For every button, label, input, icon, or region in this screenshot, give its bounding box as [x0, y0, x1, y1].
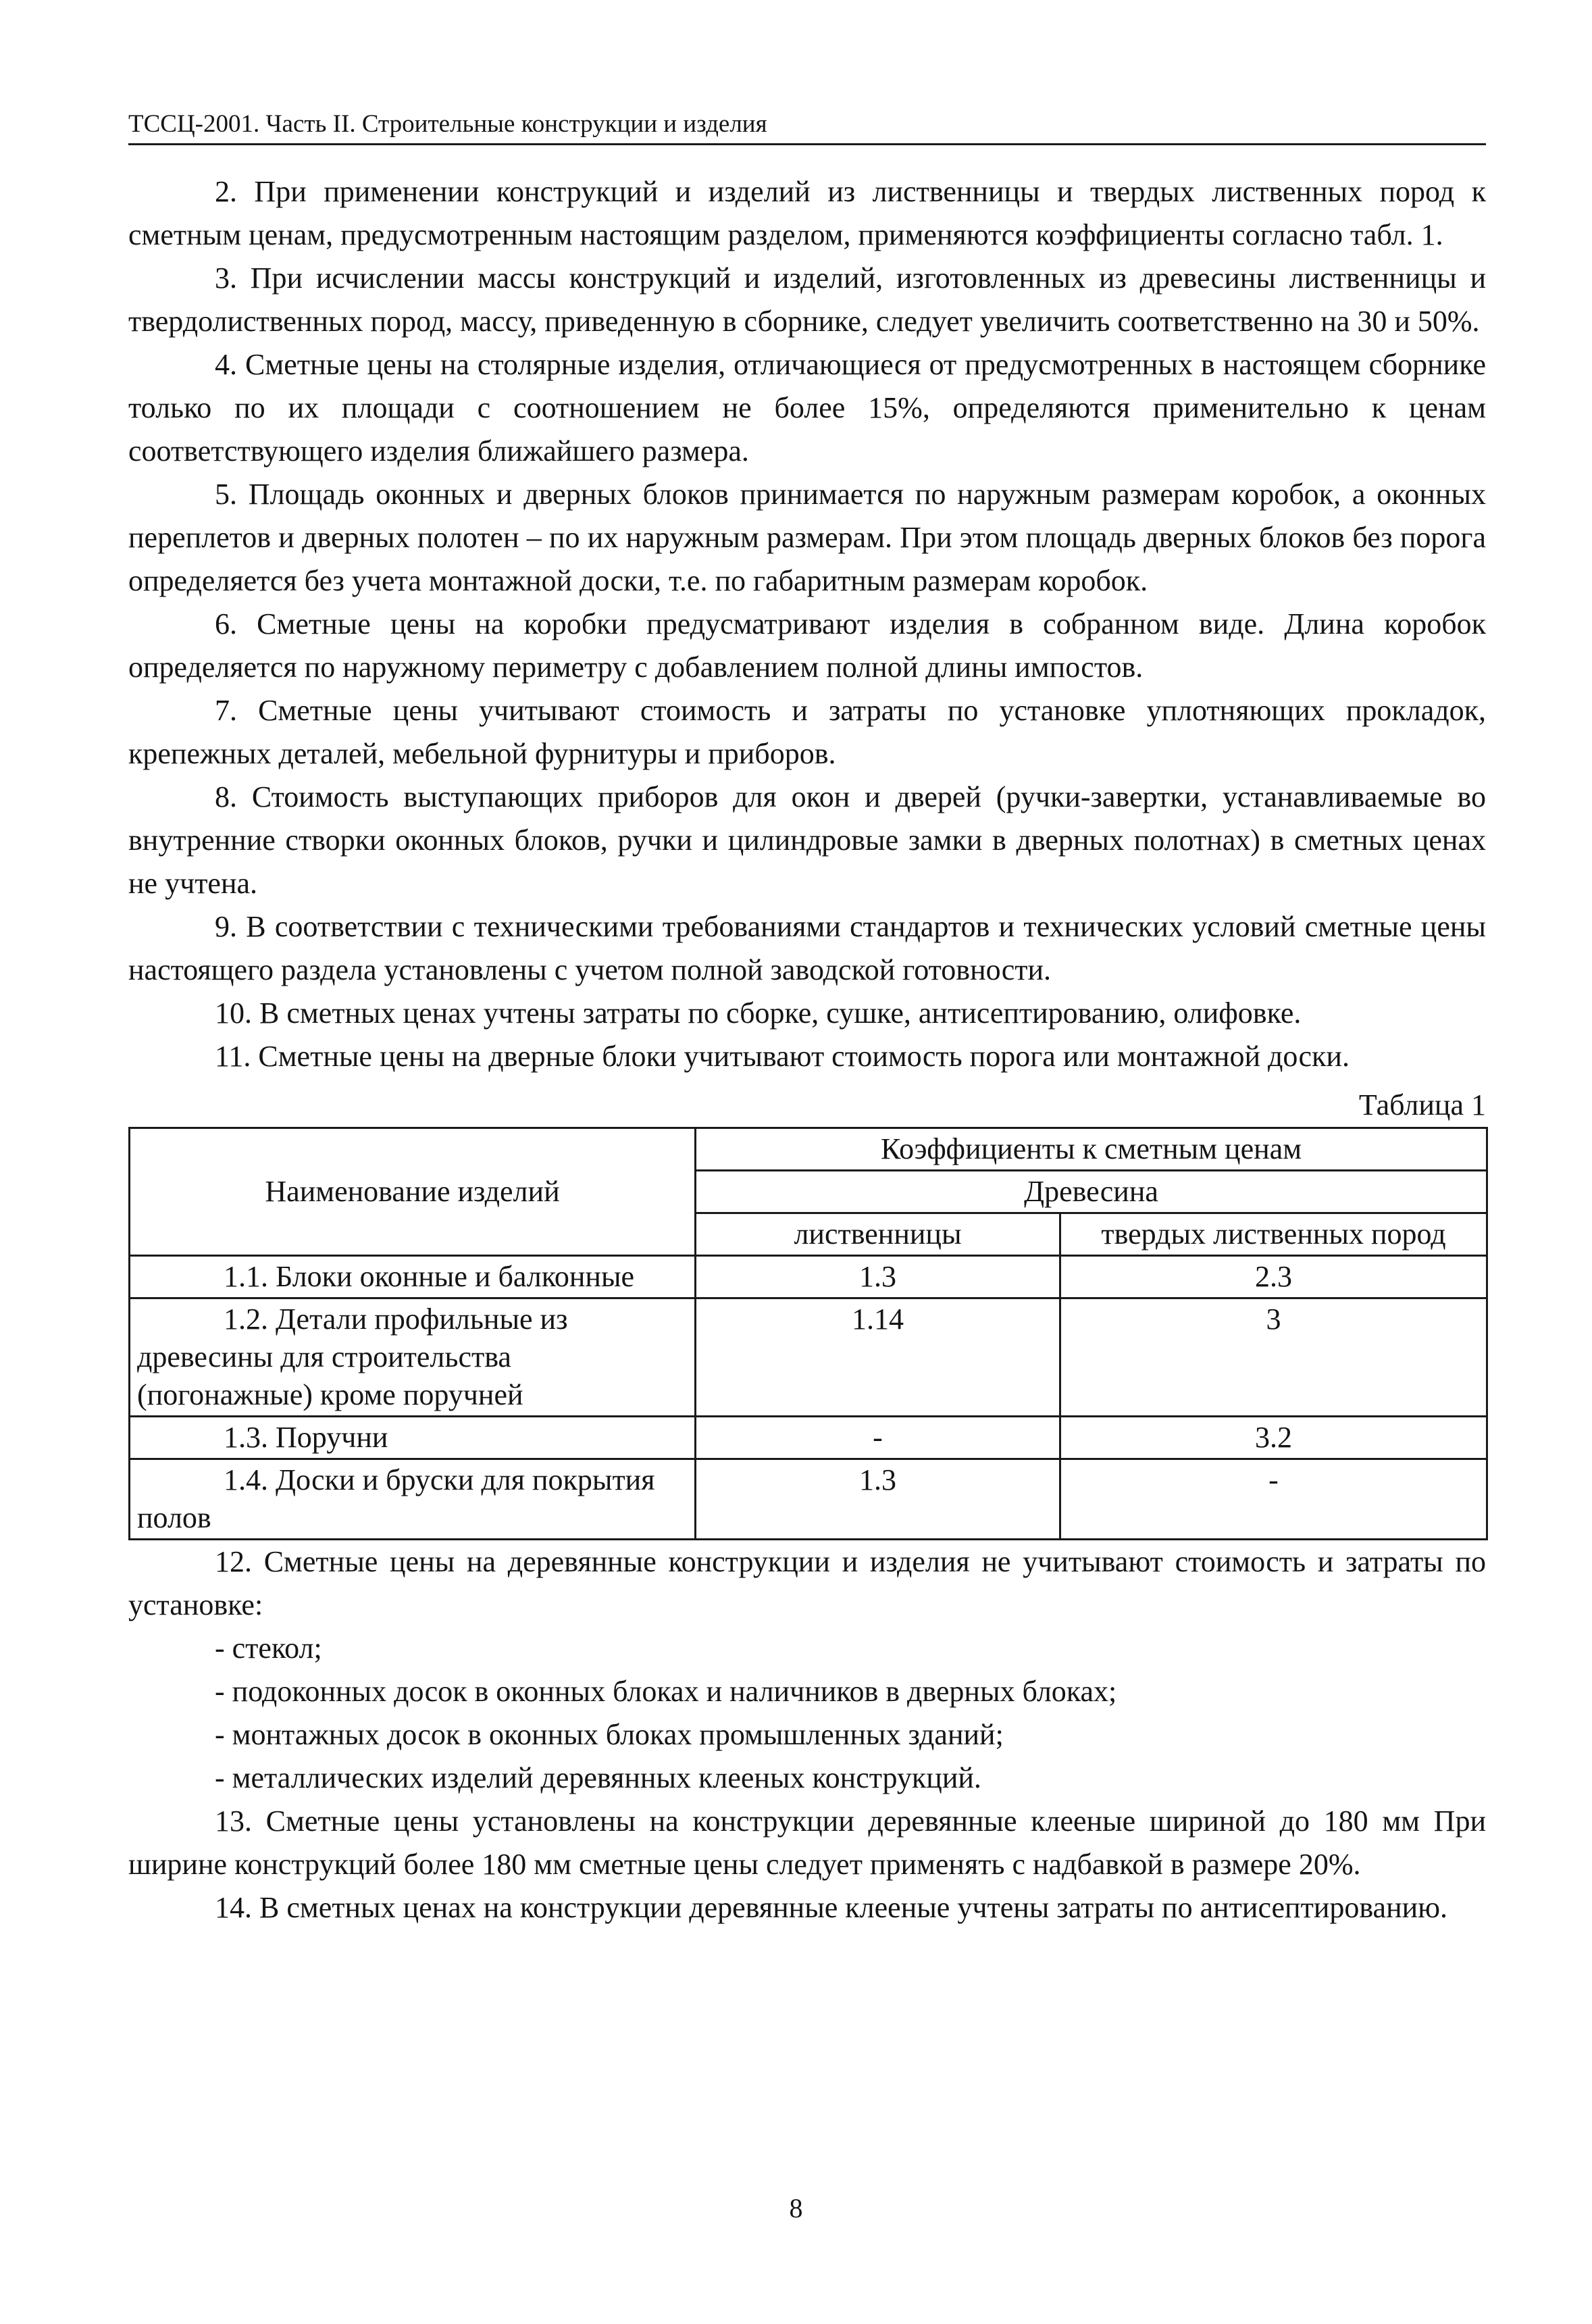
list-item: - подоконных досок в оконных блоках и наличников в дверных блоках;	[215, 1675, 1117, 1708]
page-number: 8	[789, 2193, 803, 2223]
paragraph-11: 11. Сметные цены на дверные блоки учитывают стоимость порога или монтажной доски.	[215, 1040, 1350, 1073]
header-subgroup: Древесина	[696, 1171, 1487, 1213]
header-col2: твердых лиственных пород	[1060, 1213, 1487, 1256]
row-value-larch: 1.3	[696, 1459, 1060, 1540]
row-value-hardwood: 3	[1060, 1298, 1487, 1417]
page-body	[128, 170, 1486, 1929]
paragraph-10: 10. В сметных ценах учтены затраты по сборке, сушке, антисептированию, олифовке.	[215, 996, 1302, 1030]
row-name: 1.3. Поручни	[130, 1417, 696, 1459]
paragraph-12: 12. Сметные цены на деревянные конструкции и изделия не учитывают стоимость и затраты по установке:	[128, 1545, 1486, 1621]
row-value-larch: -	[696, 1417, 1060, 1459]
paragraph-13: 13. Сметные цены установлены на конструкции деревянные клееные шириной до 180 мм При ширине конструкций более 180 мм сметные цены следует применять с надбавкой в размере 20%.	[128, 1804, 1486, 1881]
row-value-larch: 1.14	[696, 1298, 1060, 1417]
row-name: 1.2. Детали профильные из древесины для строительства (погонажные) кроме поручней	[130, 1298, 696, 1417]
row-value-larch: 1.3	[696, 1256, 1060, 1298]
table-row	[130, 1298, 1487, 1417]
table-row	[130, 1417, 1487, 1459]
row-name: 1.4. Доски и бруски для покрытия полов	[130, 1459, 696, 1540]
row-name: 1.1. Блоки оконные и балконные	[130, 1256, 696, 1298]
coefficients-table	[128, 1127, 1488, 1540]
paragraph-4: 4. Сметные цены на столярные изделия, отличающиеся от предусмотренных в настоящем сборнике только по их площади с соотношением не более 15%, определяются применительно к ценам соответствующего изделия ближайшего размера.	[128, 348, 1486, 468]
paragraph-2: 2. При применении конструкций и изделий из лиственницы и твердых лиственных пород к сметным ценам, предусмотренным настоящим разделом, применяются коэффициенты согласно табл. 1.	[128, 175, 1486, 251]
row-value-hardwood: 2.3	[1060, 1256, 1487, 1298]
paragraph-9: 9. В соответствии с техническими требованиями стандартов и технических условий сметные цены настоящего раздела установлены с учетом полной заводской готовности.	[128, 910, 1486, 986]
list-item: - металлических изделий деревянных клееных конструкций.	[215, 1761, 981, 1794]
header-col1: лиственницы	[696, 1213, 1060, 1256]
row-value-hardwood: 3.2	[1060, 1417, 1487, 1459]
table-row	[130, 1256, 1487, 1298]
paragraph-5: 5. Площадь оконных и дверных блоков принимается по наружным размерам коробок, а оконных переплетов и дверных полотен – по их наружным размерам. При этом площадь дверных блоков без порога определяется без учета монтажной доски, т.е. по габаритным размерам коробок.	[128, 478, 1486, 597]
header-group: Коэффициенты к сметным ценам	[696, 1128, 1487, 1171]
header-name: Наименование изделий	[130, 1128, 696, 1256]
paragraph-3: 3. При исчислении массы конструкций и изделий, изготовленных из древесины лиственницы и твердолиственных пород, массу, приведенную в сборнике, следует увеличить соответственно на 30 и 50%.	[128, 261, 1486, 338]
list-item: - монтажных досок в оконных блоках промышленных зданий;	[215, 1718, 1004, 1751]
table-caption: Таблица 1	[1358, 1088, 1486, 1121]
row-value-hardwood: -	[1060, 1459, 1487, 1540]
paragraph-8: 8. Стоимость выступающих приборов для окон и дверей (ручки-завертки, устанавливаемые во внутренние створки оконных блоков, ручки и цилиндровые замки в дверных полотнах) в сметных ценах не учтена.	[128, 780, 1486, 900]
table-header-row	[130, 1128, 1487, 1171]
paragraph-7: 7. Сметные цены учитывают стоимость и затраты по установке уплотняющих прокладок, крепежных деталей, мебельной фурнитуры и приборов.	[128, 694, 1486, 770]
paragraph-14: 14. В сметных ценах на конструкции деревянные клееные учтены затраты по антисептированию.	[215, 1891, 1448, 1924]
running-header: ТССЦ-2001. Часть II. Строительные конструкции и изделия	[128, 108, 1486, 145]
table-row	[130, 1459, 1487, 1540]
paragraph-6: 6. Сметные цены на коробки предусматривают изделия в собранном виде. Длина коробок определяется по наружному периметру с добавлением полной длины импостов.	[128, 607, 1486, 684]
list-item: - стекол;	[215, 1632, 322, 1665]
